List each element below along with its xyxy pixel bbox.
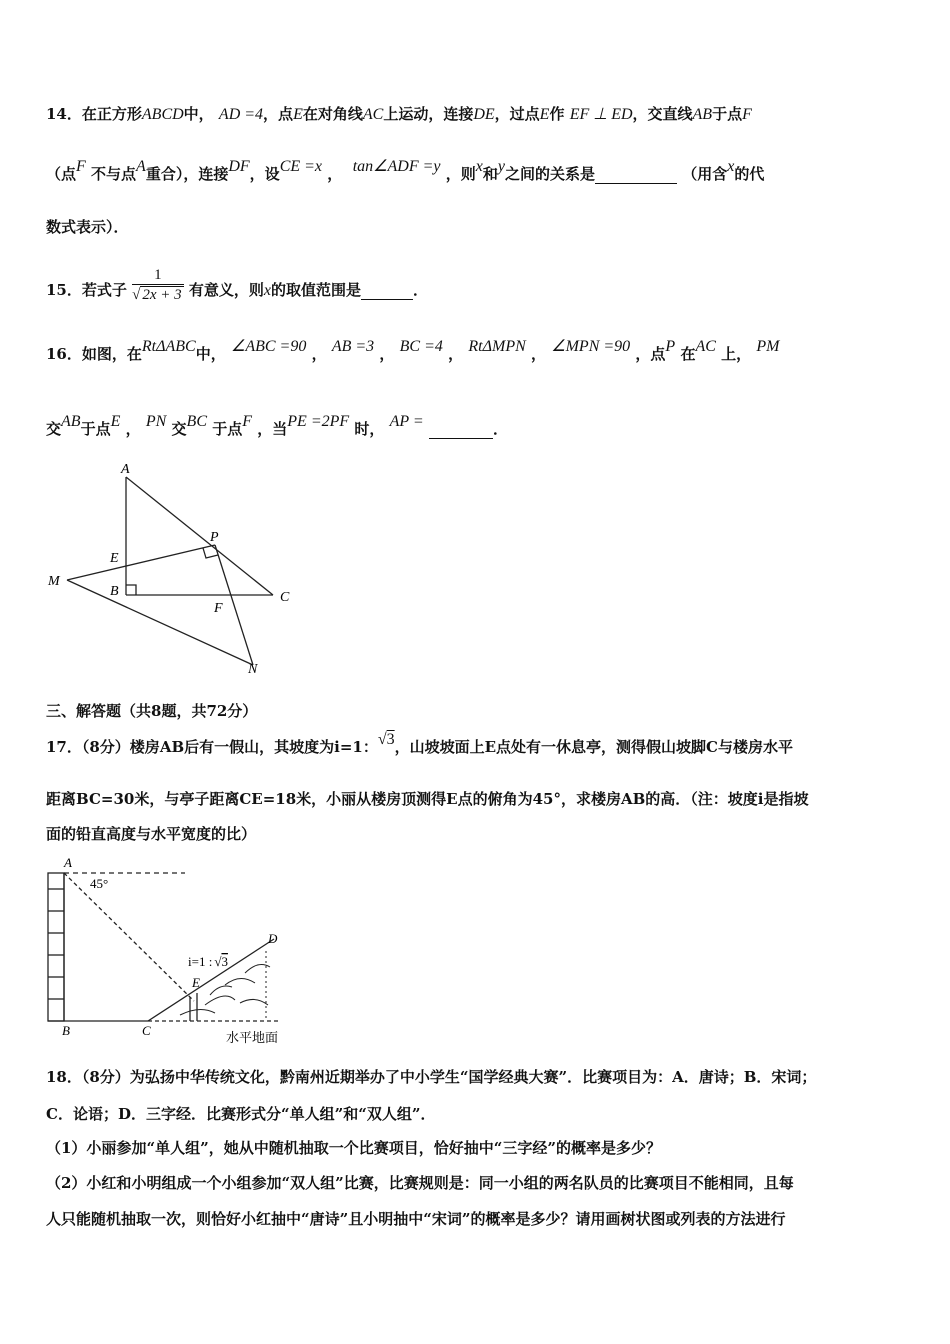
label-d: D bbox=[268, 931, 278, 946]
q17-line1: 17．（8分）楼房AB后有一假山，其坡度为i=1：√3，山坡坡面上E点处有一休息亭，测得假山坡脚C与楼房水平 bbox=[46, 731, 793, 756]
q14-line1: 14．在正方形ABCD中， AD =4，点E在对角线AC上运动，连接DE，过点E作 EF ⊥ ED，交直线AB于点F bbox=[46, 105, 752, 123]
label-c: C bbox=[280, 590, 290, 605]
label-n: N bbox=[248, 662, 258, 677]
q15-fraction: $\frac{1}{√ 2x + 3}$ bbox=[132, 267, 182, 303]
label-b: B bbox=[110, 584, 119, 599]
q16-figure bbox=[40, 455, 310, 680]
label-a: A bbox=[64, 855, 72, 870]
label-b: B bbox=[62, 1023, 70, 1038]
label-e: E bbox=[110, 551, 119, 566]
q16-answer-blank bbox=[429, 420, 493, 439]
q18-line1: 18．（8分）为弘扬中华传统文化，黔南州近期举办了中小学生“国学经典大赛”．比赛项目为：A．唐诗；B．宋词； bbox=[46, 1068, 817, 1086]
sqrt3: √3 bbox=[377, 731, 395, 748]
ground-label: 水平地面 bbox=[226, 1030, 279, 1045]
label-p: P bbox=[210, 530, 219, 545]
segment-mp bbox=[67, 545, 215, 580]
label-f: F bbox=[214, 601, 223, 616]
depression-line bbox=[64, 873, 194, 1001]
q14-line2: （点F 不与点A重合），连接DF，设CE =x ， tan∠ADF =y ，则x和y之间的关系是 （用含x的代 bbox=[46, 158, 765, 183]
q15-line: 15．若式子 $\frac{1}{√ 2x + 3}$ 有意义，则x的取值范围是 ． bbox=[46, 267, 429, 303]
q16-line2: 交AB于点E ， PN 交BC 于点F ，当PE =2PF 时， AP = ． bbox=[46, 413, 508, 438]
label-e: E bbox=[192, 975, 200, 990]
slope-cd bbox=[148, 939, 274, 1021]
label-c: C bbox=[142, 1023, 151, 1038]
q17-line2: 距离BC=30米，与亭子距离CE=18米，小丽从楼房顶测得E点的俯角为45°，求楼房AB的高．（注：坡度i是指坡 bbox=[46, 790, 809, 808]
right-angle-b bbox=[126, 585, 136, 595]
q17-line3: 面的铅直高度与水平宽度的比） bbox=[46, 825, 257, 843]
section-3-title: 三、解答题（共8题，共72分） bbox=[46, 702, 258, 720]
q18-line5: 人只能随机抽取一次，则恰好小红抽中“唐诗”且小明抽中“宋词”的概率是多少？请用画树状图或列表的方法进行 bbox=[46, 1210, 786, 1228]
angle-label: 45° bbox=[90, 876, 109, 891]
q14-answer-blank bbox=[595, 165, 677, 184]
q16-line1: 16．如图，在RtΔABC中， ∠ABC =90 ， AB =3 ， BC =4 ， RtΔMPN ， ∠MPN =90 ，点P 在AC 上， PM bbox=[46, 338, 780, 363]
label-m: M bbox=[48, 574, 60, 589]
q18-line3: （1）小丽参加“单人组”，她从中随机抽取一个比赛项目，恰好抽中“三字经”的概率是多少？ bbox=[46, 1139, 661, 1157]
q14-line3: 数式表示）． bbox=[46, 218, 129, 236]
label-a: A bbox=[121, 462, 130, 477]
q17-figure bbox=[40, 855, 310, 1050]
segment-mn bbox=[67, 580, 253, 665]
q18-line2: C．论语；D．三字经．比赛形式分“单人组”和“双人组”． bbox=[46, 1105, 436, 1123]
q18-line4: （2）小红和小明组成一个小组参加“双人组”比赛，比赛规则是：同一小组的两名队员的比赛项目不能相同，且每 bbox=[46, 1174, 794, 1192]
slope-label: i=1 : √3 bbox=[188, 954, 228, 969]
segment-ac bbox=[126, 477, 273, 595]
q15-answer-blank bbox=[361, 281, 413, 300]
